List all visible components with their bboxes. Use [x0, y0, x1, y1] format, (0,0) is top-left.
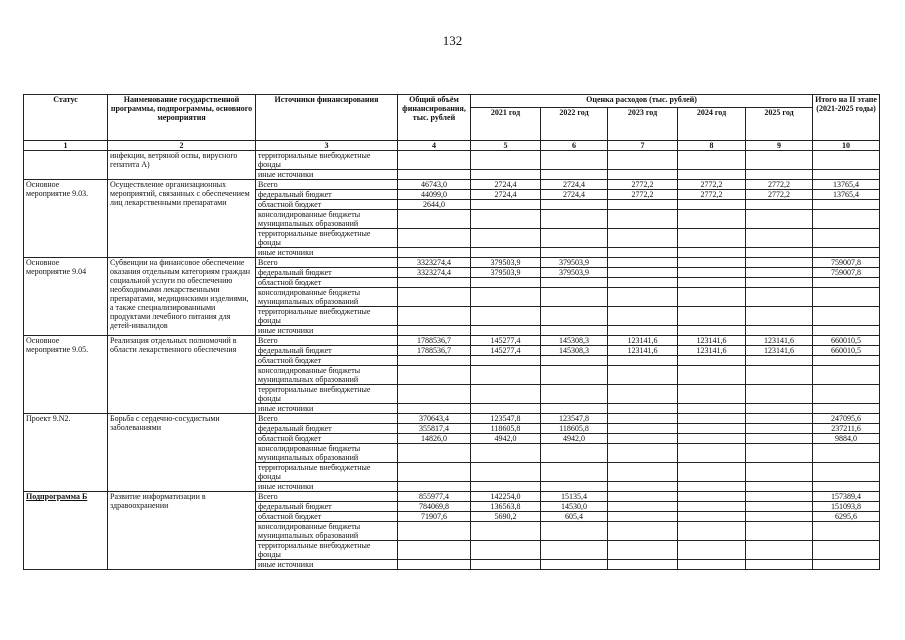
amount-cell	[746, 151, 813, 170]
column-number: 3	[256, 141, 398, 151]
amount-cell	[398, 278, 471, 288]
column-number: 7	[608, 141, 678, 151]
amount-cell	[608, 210, 678, 229]
amount-cell	[813, 385, 880, 404]
funding-source-cell: территориальные внебюджетные фонды	[256, 229, 398, 248]
amount-cell	[608, 463, 678, 482]
amount-cell	[813, 200, 880, 210]
amount-cell	[471, 444, 541, 463]
amount-cell: 118605,8	[471, 424, 541, 434]
amount-cell: 13765,4	[813, 180, 880, 190]
table-row	[24, 336, 880, 346]
amount-cell: 13765,4	[813, 190, 880, 200]
amount-cell: 784069,8	[398, 502, 471, 512]
column-number: 1	[24, 141, 108, 151]
amount-cell	[813, 210, 880, 229]
amount-cell	[813, 307, 880, 326]
amount-cell: 123141,6	[678, 346, 746, 356]
amount-cell	[471, 560, 541, 570]
funding-source-cell: областной бюджет	[256, 200, 398, 210]
column-number: 10	[813, 141, 880, 151]
status-cell: Подпрограмма Б	[24, 492, 108, 570]
amount-cell	[746, 366, 813, 385]
amount-cell: 118605,8	[541, 424, 608, 434]
funding-source-cell: федеральный бюджет	[256, 268, 398, 278]
amount-cell	[746, 258, 813, 268]
amount-cell	[813, 326, 880, 336]
status-cell: Проект 9.N2.	[24, 414, 108, 492]
column-number: 4	[398, 141, 471, 151]
amount-cell	[678, 404, 746, 414]
amount-cell: 123547,8	[471, 414, 541, 424]
amount-cell	[746, 414, 813, 424]
amount-cell: 123141,6	[678, 336, 746, 346]
amount-cell	[541, 200, 608, 210]
column-number: 2	[108, 141, 256, 151]
funding-source-cell: территориальные внебюджетные фонды	[256, 151, 398, 170]
status-cell: Основное мероприятие 9.05.	[24, 336, 108, 414]
amount-cell: 145277,4	[471, 346, 541, 356]
amount-cell	[398, 170, 471, 180]
amount-cell	[541, 366, 608, 385]
amount-cell	[541, 248, 608, 258]
amount-cell	[398, 366, 471, 385]
funding-source-cell: консолидированные бюджеты муниципальных образований	[256, 288, 398, 307]
amount-cell	[746, 404, 813, 414]
amount-cell	[608, 424, 678, 434]
amount-cell	[608, 512, 678, 522]
amount-cell	[608, 404, 678, 414]
amount-cell	[471, 229, 541, 248]
amount-cell	[541, 151, 608, 170]
amount-cell: 71907,6	[398, 512, 471, 522]
amount-cell: 6295,6	[813, 512, 880, 522]
amount-cell: 15135,4	[541, 492, 608, 502]
amount-cell	[608, 248, 678, 258]
amount-cell	[746, 444, 813, 463]
amount-cell: 247095,6	[813, 414, 880, 424]
funding-source-cell: консолидированные бюджеты муниципальных образований	[256, 366, 398, 385]
table-row	[24, 414, 880, 424]
funding-source-cell: федеральный бюджет	[256, 424, 398, 434]
amount-cell	[813, 366, 880, 385]
amount-cell	[678, 326, 746, 336]
amount-cell	[678, 170, 746, 180]
amount-cell	[398, 288, 471, 307]
funding-source-cell: Всего	[256, 414, 398, 424]
amount-cell: 855977,4	[398, 492, 471, 502]
funding-source-cell: территориальные внебюджетные фонды	[256, 541, 398, 560]
amount-cell	[608, 482, 678, 492]
amount-cell	[746, 307, 813, 326]
amount-cell: 759007,8	[813, 258, 880, 268]
amount-cell: 1788536,7	[398, 336, 471, 346]
amount-cell: 2772,2	[678, 180, 746, 190]
amount-cell	[541, 404, 608, 414]
amount-cell	[608, 200, 678, 210]
program-name-cell: Осуществление организационных мероприятий, связанных с обеспечением лиц лекарственными препаратами	[108, 180, 256, 258]
amount-cell	[746, 356, 813, 366]
amount-cell	[678, 366, 746, 385]
amount-cell: 145308,3	[541, 336, 608, 346]
program-name-cell: Реализация отдельных полномочий в области лекарственного обеспечения	[108, 336, 256, 414]
amount-cell	[813, 151, 880, 170]
header-estimate: Оценка расходов (тыс. рублей)	[471, 95, 813, 108]
funding-source-cell: областной бюджет	[256, 434, 398, 444]
header-year: 2024 год	[678, 108, 746, 141]
funding-source-cell: областной бюджет	[256, 512, 398, 522]
table-row	[24, 151, 880, 170]
amount-cell	[678, 210, 746, 229]
amount-cell	[608, 541, 678, 560]
amount-cell	[398, 463, 471, 482]
amount-cell: 2644,0	[398, 200, 471, 210]
header-year: 2023 год	[608, 108, 678, 141]
amount-cell	[398, 307, 471, 326]
amount-cell	[813, 229, 880, 248]
amount-cell	[813, 404, 880, 414]
amount-cell	[398, 356, 471, 366]
funding-source-cell: территориальные внебюджетные фонды	[256, 463, 398, 482]
amount-cell	[813, 482, 880, 492]
amount-cell: 151093,8	[813, 502, 880, 512]
amount-cell: 605,4	[541, 512, 608, 522]
amount-cell: 4942,0	[541, 434, 608, 444]
amount-cell	[541, 560, 608, 570]
funding-source-cell: иные источники	[256, 170, 398, 180]
amount-cell: 355817,4	[398, 424, 471, 434]
amount-cell	[541, 170, 608, 180]
amount-cell	[678, 444, 746, 463]
amount-cell: 145277,4	[471, 336, 541, 346]
amount-cell	[541, 444, 608, 463]
funding-source-cell: Всего	[256, 492, 398, 502]
amount-cell: 370643,4	[398, 414, 471, 424]
amount-cell	[746, 560, 813, 570]
amount-cell: 142254,0	[471, 492, 541, 502]
funding-source-cell: территориальные внебюджетные фонды	[256, 307, 398, 326]
amount-cell	[608, 170, 678, 180]
amount-cell	[398, 482, 471, 492]
amount-cell	[746, 170, 813, 180]
amount-cell	[813, 288, 880, 307]
amount-cell	[678, 502, 746, 512]
column-number: 5	[471, 141, 541, 151]
amount-cell	[746, 210, 813, 229]
amount-cell	[608, 366, 678, 385]
funding-source-cell: областной бюджет	[256, 278, 398, 288]
amount-cell	[608, 356, 678, 366]
amount-cell: 123141,6	[746, 346, 813, 356]
amount-cell	[471, 522, 541, 541]
amount-cell	[678, 229, 746, 248]
amount-cell	[541, 541, 608, 560]
amount-cell	[746, 248, 813, 258]
amount-cell	[746, 482, 813, 492]
amount-cell: 123141,6	[746, 336, 813, 346]
amount-cell	[398, 151, 471, 170]
amount-cell	[471, 248, 541, 258]
amount-cell	[541, 463, 608, 482]
amount-cell: 9884,0	[813, 434, 880, 444]
funding-source-cell: федеральный бюджет	[256, 502, 398, 512]
amount-cell	[746, 229, 813, 248]
amount-cell	[678, 288, 746, 307]
funding-source-cell: Всего	[256, 258, 398, 268]
amount-cell	[398, 210, 471, 229]
amount-cell	[813, 463, 880, 482]
amount-cell	[471, 356, 541, 366]
amount-cell	[471, 210, 541, 229]
amount-cell	[398, 444, 471, 463]
amount-cell	[541, 356, 608, 366]
amount-cell: 14530,0	[541, 502, 608, 512]
header-year: 2022 год	[541, 108, 608, 141]
amount-cell	[678, 560, 746, 570]
funding-source-cell: федеральный бюджет	[256, 190, 398, 200]
header-status: Статус	[24, 95, 108, 141]
column-number: 8	[678, 141, 746, 151]
amount-cell: 2724,4	[541, 180, 608, 190]
amount-cell	[746, 434, 813, 444]
funding-source-cell: Всего	[256, 180, 398, 190]
funding-source-cell: консолидированные бюджеты муниципальных образований	[256, 522, 398, 541]
funding-source-cell: иные источники	[256, 404, 398, 414]
amount-cell	[678, 307, 746, 326]
amount-cell	[678, 463, 746, 482]
amount-cell	[678, 512, 746, 522]
amount-cell	[471, 200, 541, 210]
amount-cell	[608, 278, 678, 288]
amount-cell: 14826,0	[398, 434, 471, 444]
amount-cell	[678, 492, 746, 502]
amount-cell	[678, 434, 746, 444]
table-row	[24, 180, 880, 190]
amount-cell	[398, 385, 471, 404]
amount-cell: 660010,5	[813, 346, 880, 356]
amount-cell	[746, 200, 813, 210]
amount-cell	[398, 326, 471, 336]
status-cell: Основное мероприятие 9.03.	[24, 180, 108, 258]
amount-cell	[813, 444, 880, 463]
amount-cell	[746, 502, 813, 512]
funding-source-cell: федеральный бюджет	[256, 346, 398, 356]
header-stage-total: Итого на II этапе (2021-2025 годы)	[813, 95, 880, 141]
column-number: 6	[541, 141, 608, 151]
amount-cell	[471, 288, 541, 307]
amount-cell	[541, 229, 608, 248]
amount-cell	[813, 560, 880, 570]
amount-cell	[541, 385, 608, 404]
amount-cell: 379503,9	[541, 268, 608, 278]
amount-cell	[678, 278, 746, 288]
amount-cell	[746, 268, 813, 278]
amount-cell	[398, 522, 471, 541]
amount-cell: 2724,4	[471, 190, 541, 200]
amount-cell: 123141,6	[608, 336, 678, 346]
amount-cell: 2772,2	[608, 190, 678, 200]
header-year: 2025 год	[746, 108, 813, 141]
amount-cell	[813, 356, 880, 366]
amount-cell	[678, 541, 746, 560]
amount-cell	[746, 326, 813, 336]
amount-cell	[813, 170, 880, 180]
amount-cell	[813, 541, 880, 560]
financing-table	[23, 94, 880, 570]
header-total-volume: Общий объём финансирования, тыс. рублей	[398, 95, 471, 141]
column-number: 9	[746, 141, 813, 151]
amount-cell	[471, 151, 541, 170]
amount-cell	[678, 356, 746, 366]
amount-cell	[813, 278, 880, 288]
amount-cell	[608, 229, 678, 248]
amount-cell: 157389,4	[813, 492, 880, 502]
amount-cell	[608, 434, 678, 444]
amount-cell	[541, 307, 608, 326]
amount-cell	[398, 248, 471, 258]
amount-cell	[608, 385, 678, 404]
amount-cell	[678, 482, 746, 492]
amount-cell	[608, 288, 678, 307]
amount-cell	[541, 288, 608, 307]
amount-cell	[813, 522, 880, 541]
amount-cell: 123547,8	[541, 414, 608, 424]
amount-cell	[471, 404, 541, 414]
amount-cell	[608, 258, 678, 268]
table-row	[24, 258, 880, 268]
amount-cell	[746, 385, 813, 404]
amount-cell	[678, 248, 746, 258]
amount-cell	[746, 288, 813, 307]
funding-source-cell: иные источники	[256, 326, 398, 336]
amount-cell	[746, 278, 813, 288]
amount-cell	[398, 560, 471, 570]
amount-cell: 145308,3	[541, 346, 608, 356]
amount-cell	[471, 541, 541, 560]
amount-cell	[471, 278, 541, 288]
funding-source-cell: консолидированные бюджеты муниципальных образований	[256, 444, 398, 463]
amount-cell	[608, 151, 678, 170]
amount-cell: 44099,0	[398, 190, 471, 200]
amount-cell: 2772,2	[746, 190, 813, 200]
program-name-cell: Субвенции на финансовое обеспечение оказания отдельным категориям граждан социальной услуги по обеспечению необходимыми лекарственными препаратами, медицинскими изделиями, а также специализированными продуктами лечебного питания для детей-инвалидов	[108, 258, 256, 336]
amount-cell	[678, 268, 746, 278]
amount-cell	[678, 200, 746, 210]
status-cell: Основное мероприятие 9.04	[24, 258, 108, 336]
amount-cell	[678, 522, 746, 541]
header-name: Наименование государственной программы, подпрограммы, основного мероприятия	[108, 95, 256, 141]
amount-cell: 1788536,7	[398, 346, 471, 356]
amount-cell	[608, 414, 678, 424]
funding-source-cell: территориальные внебюджетные фонды	[256, 385, 398, 404]
funding-source-cell: консолидированные бюджеты муниципальных образований	[256, 210, 398, 229]
amount-cell	[541, 278, 608, 288]
amount-cell	[471, 170, 541, 180]
funding-source-cell: иные источники	[256, 560, 398, 570]
amount-cell: 237211,6	[813, 424, 880, 434]
amount-cell	[471, 385, 541, 404]
program-name-cell: Развитие информатизации в здравоохранении	[108, 492, 256, 570]
amount-cell	[398, 541, 471, 560]
program-name-cell: инфекции, ветряной оспы, вирусного гепатита А)	[108, 151, 256, 180]
amount-cell	[608, 502, 678, 512]
amount-cell: 759007,8	[813, 268, 880, 278]
amount-cell	[608, 307, 678, 326]
amount-cell	[678, 151, 746, 170]
amount-cell: 3323274,4	[398, 258, 471, 268]
amount-cell	[541, 522, 608, 541]
funding-source-cell: областной бюджет	[256, 356, 398, 366]
amount-cell	[678, 414, 746, 424]
amount-cell: 2772,2	[608, 180, 678, 190]
amount-cell: 2772,2	[746, 180, 813, 190]
amount-cell	[471, 307, 541, 326]
table-row	[24, 492, 880, 502]
amount-cell	[471, 463, 541, 482]
amount-cell: 2724,4	[541, 190, 608, 200]
header-year: 2021 год	[471, 108, 541, 141]
amount-cell	[541, 482, 608, 492]
amount-cell	[398, 229, 471, 248]
amount-cell	[471, 366, 541, 385]
amount-cell	[678, 424, 746, 434]
amount-cell	[746, 424, 813, 434]
amount-cell: 46743,0	[398, 180, 471, 190]
amount-cell	[746, 463, 813, 482]
amount-cell	[398, 404, 471, 414]
page-number: 132	[442, 33, 463, 48]
funding-source-cell: иные источники	[256, 248, 398, 258]
amount-cell	[746, 522, 813, 541]
amount-cell	[678, 258, 746, 268]
amount-cell: 379503,9	[471, 258, 541, 268]
amount-cell	[678, 385, 746, 404]
amount-cell: 660010,5	[813, 336, 880, 346]
amount-cell	[608, 522, 678, 541]
funding-source-cell: Всего	[256, 336, 398, 346]
amount-cell	[608, 326, 678, 336]
amount-cell	[746, 492, 813, 502]
amount-cell	[813, 248, 880, 258]
amount-cell	[608, 444, 678, 463]
funding-source-cell: иные источники	[256, 482, 398, 492]
amount-cell: 136563,8	[471, 502, 541, 512]
amount-cell	[471, 326, 541, 336]
amount-cell	[746, 541, 813, 560]
amount-cell	[746, 512, 813, 522]
header-source: Источники финансирования	[256, 95, 398, 141]
amount-cell: 4942,0	[471, 434, 541, 444]
amount-cell: 2772,2	[678, 190, 746, 200]
amount-cell: 5690,2	[471, 512, 541, 522]
amount-cell	[541, 326, 608, 336]
amount-cell: 3323274,4	[398, 268, 471, 278]
amount-cell: 379503,9	[471, 268, 541, 278]
amount-cell: 123141,6	[608, 346, 678, 356]
amount-cell	[608, 560, 678, 570]
amount-cell	[608, 492, 678, 502]
amount-cell	[471, 482, 541, 492]
amount-cell	[541, 210, 608, 229]
status-cell	[24, 151, 108, 180]
amount-cell: 2724,4	[471, 180, 541, 190]
amount-cell	[608, 268, 678, 278]
amount-cell: 379503,9	[541, 258, 608, 268]
program-name-cell: Борьба с сердечно-сосудистыми заболеваниями	[108, 414, 256, 492]
